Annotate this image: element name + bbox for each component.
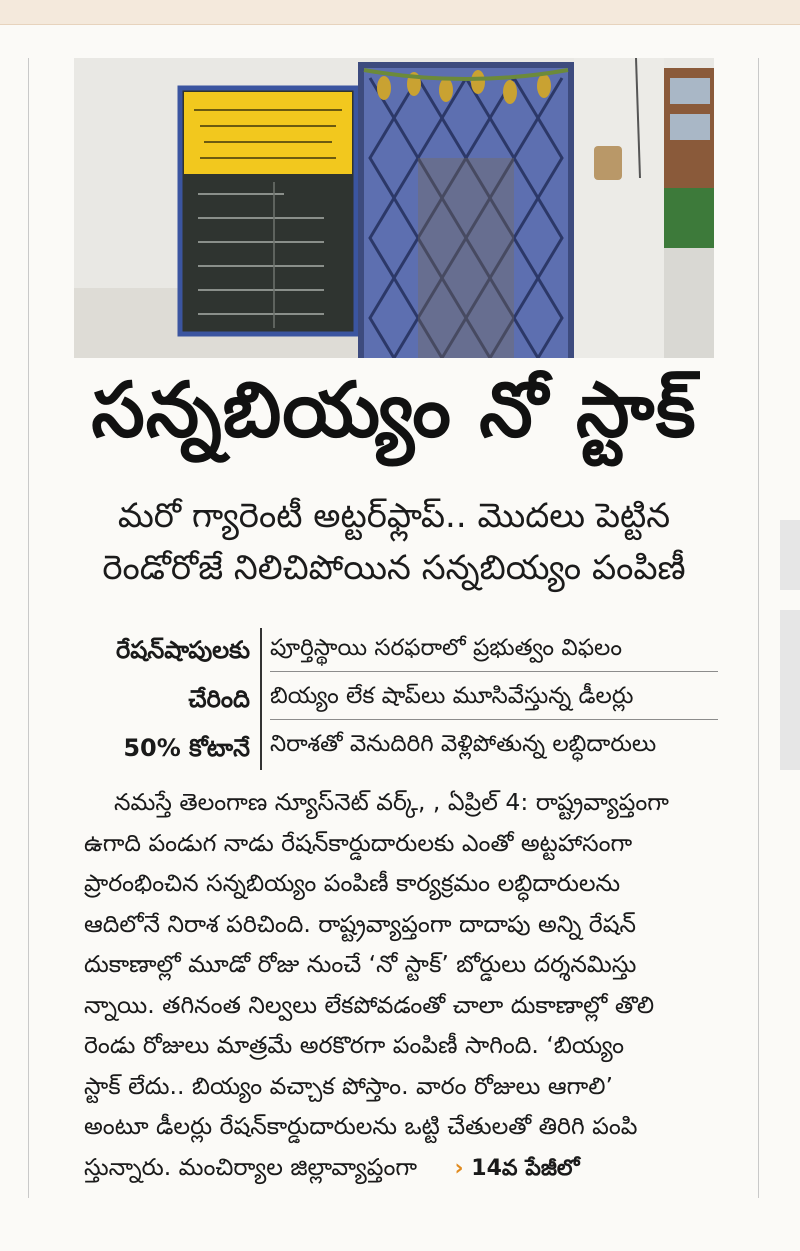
subheadline-line-1: మరో గ్యారెంటీ అట్టర్‌ఫ్లాప్.. మొదలు పెట్టిన: [117, 496, 671, 536]
highlight-point: బియ్యం లేక షాప్‌లు మూసివేస్తున్న డీలర్లు: [270, 672, 718, 720]
body-line: ఉగాది పండుగ నాడు రేషన్‌కార్డుదారులకు ఎంతో అట్టహాసంగా: [84, 828, 633, 857]
ration-shop-photo: [74, 58, 714, 358]
notice-board: [180, 88, 356, 334]
closed-shutter-gate: [358, 62, 574, 358]
body-line: నమస్తే తెలంగాణ న్యూస్‌నెట్ వర్క్, , ఏప్రిల్ 4: రాష్ట్రవ్యాప్తంగా: [114, 788, 669, 816]
adjacent-column-edge: [780, 520, 800, 590]
article-body: [84, 782, 734, 1187]
body-line: రెండు రోజులు మాత్రమే అరకొరగా పంపిణీ సాగింది. ‘బియ్యం: [84, 1031, 625, 1059]
body-line: దుకాణాల్లో మూడో రోజు నుంచే ‘నో స్టాక్’ బోర్డులు దర్శనమిస్తు: [84, 950, 637, 978]
body-line: న్నాయి. తగినంత నిల్వలు లేకపోవడంతో చాలా దుకాణాల్లో తొలి: [84, 990, 655, 1019]
highlight-point: నిరాశతో వెనుదిరిగి వెళ్లిపోతున్న లబ్ధిదారులు: [270, 731, 657, 757]
continuation-text: 14వ పేజీలో: [471, 1155, 580, 1181]
page-top-band: [0, 0, 800, 25]
body-line: అంటూ డీలర్లు రేషన్‌కార్డుదారులను ఒట్టి చేతులతో తిరిగి పంపి: [84, 1112, 638, 1140]
highlight-callout-line: రేషన్‌షాపులకు: [116, 636, 250, 664]
continuation-link[interactable]: [455, 1149, 580, 1190]
highlight-point: పూర్తిస్థాయి సరఫరాలో ప్రభుత్వం విఫలం: [270, 624, 718, 672]
body-line: ఆదిలోనే నిరాశ పరిచింది. రాష్ట్రవ్యాప్తంగా దాదాపు అన్ని రేషన్: [84, 909, 636, 938]
body-line-last: [84, 1147, 734, 1188]
headline: సన్నబియ్యం నో స్టాక్: [91, 365, 697, 454]
body-line: స్టాక్ లేదు.. బియ్యం వచ్చాక పోస్తాం. వారం రోజులు ఆగాలి’: [84, 1071, 613, 1100]
highlight-callout: [60, 626, 250, 774]
column-rule-right: [758, 58, 759, 1198]
meter-box: [594, 146, 622, 180]
adjacent-column-edge: [780, 610, 800, 770]
subheadline-line-2: రెండోరోజే నిలిచిపోయిన సన్నబియ్యం పంపిణీ: [102, 548, 686, 588]
body-line-text: స్తున్నారు. మంచిర్యాల జిల్లావ్యాప్తంగా: [84, 1152, 418, 1181]
highlight-callout-line: 50% కోటానే: [123, 734, 250, 762]
highlight-points: [270, 624, 718, 768]
column-rule-left: [28, 58, 29, 1198]
continuation-arrow-icon: ›: [454, 1155, 464, 1181]
highlight-divider: [260, 628, 262, 770]
body-line: ప్రారంభించిన సన్నబియ్యం పంపిణీ కార్యక్రమం లబ్ధిదారులను: [84, 869, 621, 897]
highlight-callout-line: చేరింది: [188, 685, 250, 713]
article-photo: [74, 58, 714, 358]
